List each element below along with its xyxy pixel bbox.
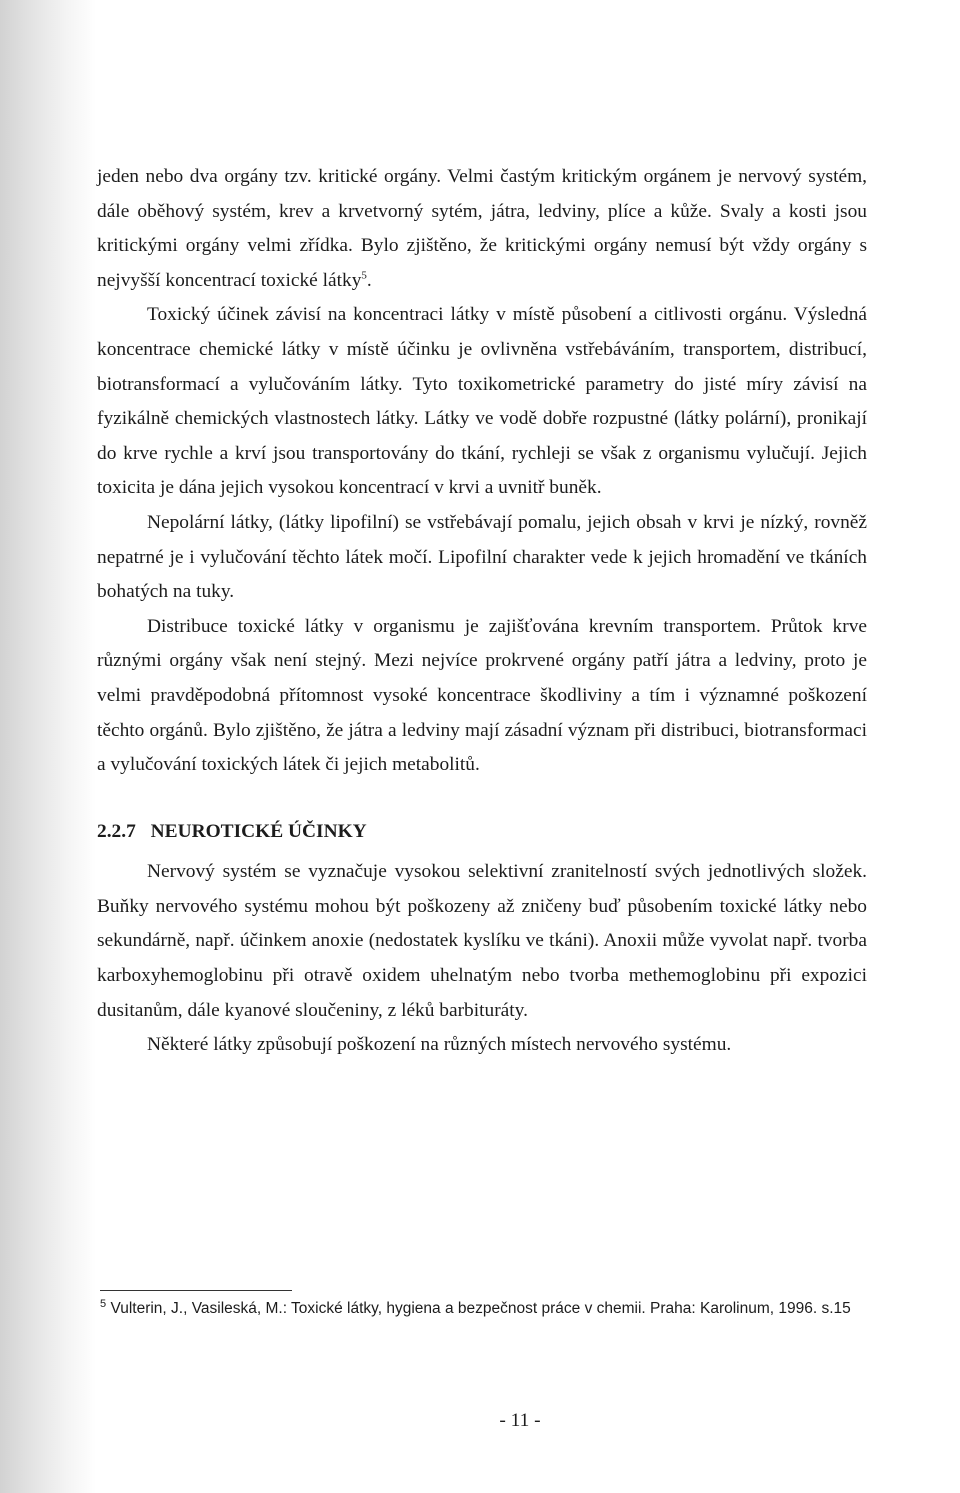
page-body <box>97 160 867 1063</box>
section-number: 2.2.7 <box>97 820 136 842</box>
paragraph-1-end: . <box>366 269 372 291</box>
footnote-divider <box>100 1290 292 1291</box>
section-title: NEUROTICKÉ ÚČINKY <box>150 820 367 842</box>
paragraph-1-text: jeden nebo dva orgány tzv. kritické orgány. Velmi častým kritickým orgánem je nervový systém, dále oběhový systém, krev a krvetvorný sytém, játra, ledviny, plíce a kůže. Svaly a kosti jsou kritickými orgány velmi zřídka. Bylo zjištěno, že kritickými orgány nemusí být vždy orgány s nejvyšší koncentrací toxické látky <box>97 166 867 291</box>
footnote <box>100 1298 860 1320</box>
section-heading <box>97 815 867 850</box>
footnote-marker: 5 <box>100 1297 107 1310</box>
scan-edge-shadow <box>0 0 96 1493</box>
paragraph-2: Toxický účinek závisí na koncentraci látky v místě působení a citlivosti orgánu. Výsledná koncentrace chemické látky v místě účinku je ovlivněna vstřebáváním, transportem, distribucí, biotransformací a vylučováním látky. Tyto toxikometrické parametry do jisté míry závisí na fyzikálně chemických vlastnostech látky. Látky ve vodě dobře rozpustné (látky polární), pronikají do krve rychle a krví jsou transportovány do tkání, rychleji se však z organismu vylučují. Jejich toxicita je dána jejich vysokou koncentrací v krvi a uvnitř buněk. <box>97 304 867 499</box>
footnote-ref: 5 <box>361 269 367 282</box>
paragraph-3: Nepolární látky, (látky lipofilní) se vstřebávají pomalu, jejich obsah v krvi je nízký, rovněž nepatrné je i vylučování těchto látek močí. Lipofilní charakter vede k jejich hromadění ve tkáních bohatých na tuky. <box>97 511 867 603</box>
footnote-text: Vulterin, J., Vasileská, M.: Toxické látky, hygiena a bezpečnost práce v chemii. Praha: Karolinum, 1996. s.15 <box>110 1300 851 1317</box>
paragraph-4: Distribuce toxické látky v organismu je zajišťována krevním transportem. Průtok krve různými orgány však není stejný. Mezi nejvíce prokrvené orgány patří játra a ledviny, proto je velmi pravděpodobná přítomnost vysoké koncentrace škodliviny a tím i významné poškození těchto orgánů. Bylo zjištěno, že játra a ledviny mají zásadní význam při distribuci, biotransformaci a vylučování toxických látek či jejich metabolitů. <box>97 615 867 776</box>
paragraph-6: Některé látky způsobují poškození na různých místech nervového systému. <box>147 1034 732 1056</box>
paragraph-5: Nervový systém se vyznačuje vysokou selektivní zranitelností svých jednotlivých složek. Buňky nervového systému mohou být poškozeny až zničeny buď působením toxické látky nebo sekundárně, např. účinkem anoxie (nedostatek kyslíku ve tkáni). Anoxii může vyvolat např. tvorba karboxyhemoglobinu při otravě oxidem uhelnatým nebo tvorba methemoglobinu při expozici dusitanům, dále kyanové sloučeniny, z léků barbituráty. <box>97 861 867 1021</box>
paragraph-1 <box>97 160 867 298</box>
page-number: - 11 - <box>499 1410 541 1431</box>
